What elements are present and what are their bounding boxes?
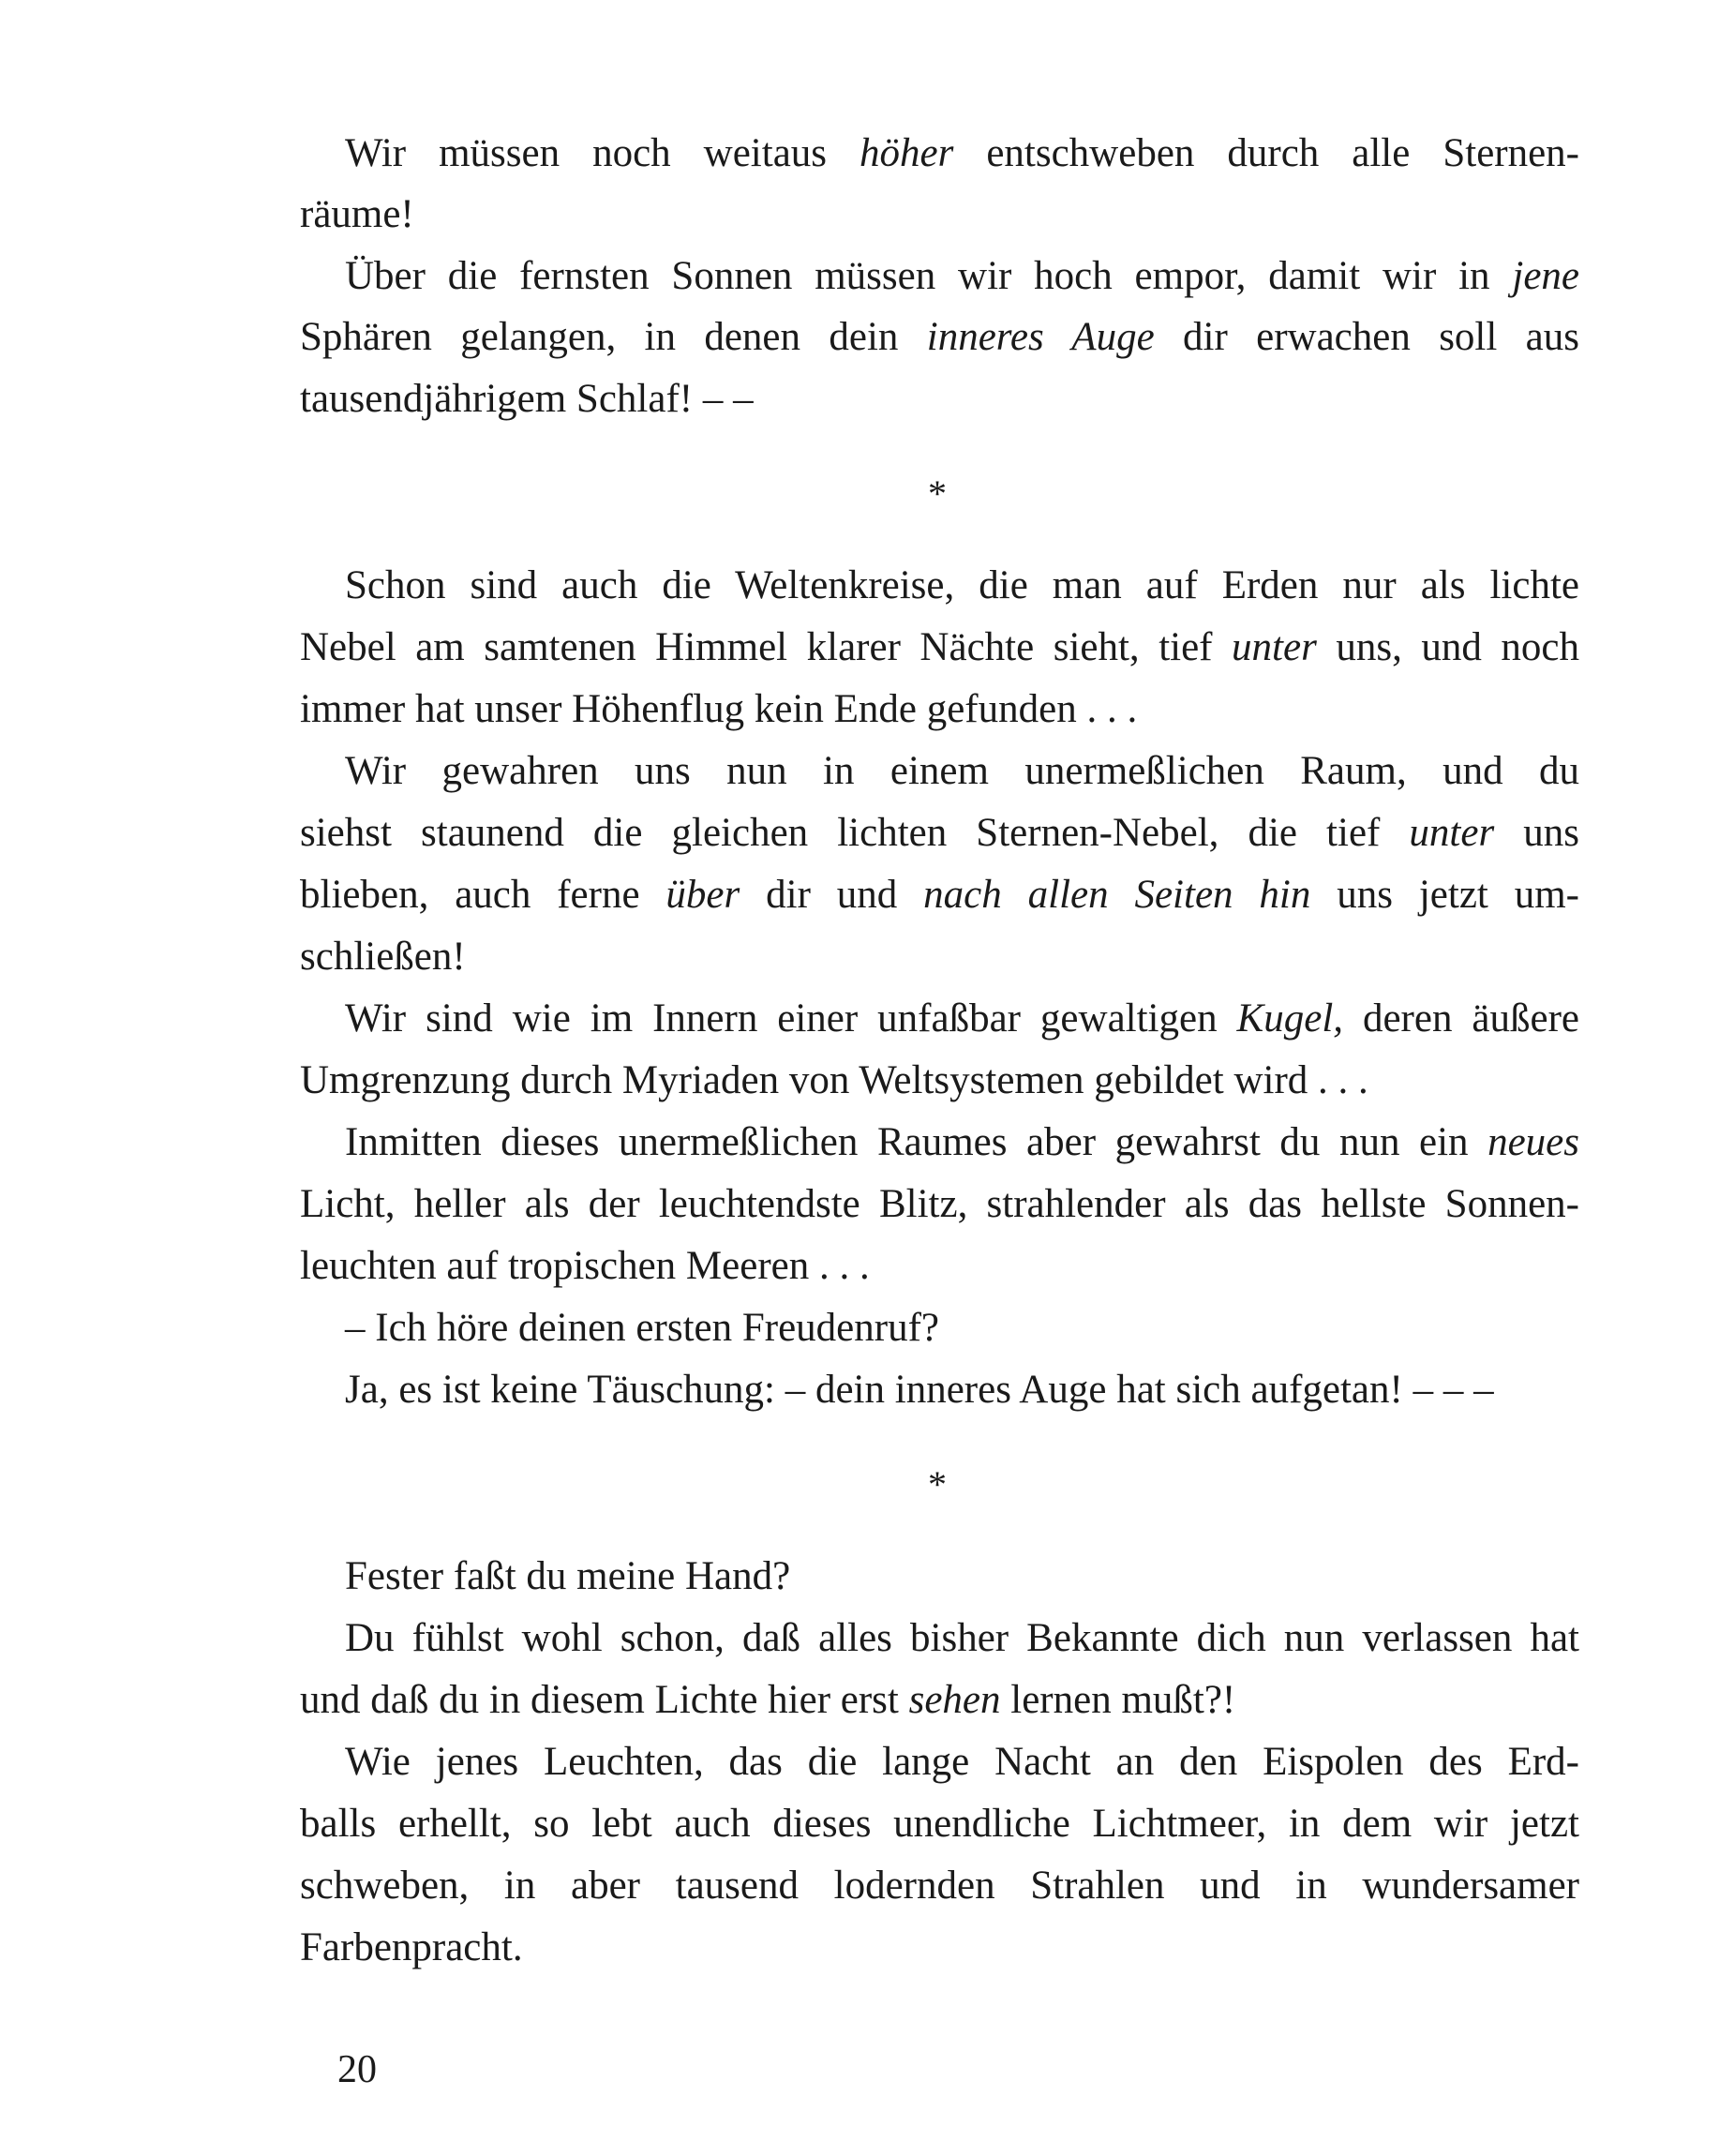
text-run: Nebel am samtenen Himmel klarer Nächte sieht, tief	[300, 625, 1233, 669]
text-run: uns jetzt um-	[1310, 873, 1579, 917]
text-run: Sphären gelangen, in denen dein	[300, 315, 927, 359]
text-line: balls erhellt, so lebt auch dieses unendliche Lichtmeer, in dem wir jetzt	[300, 1802, 1579, 1846]
text-line: Wie jenes Leuchten, das die lange Nacht an den Eispolen des Erd-	[345, 1740, 1579, 1784]
text-line	[300, 311, 1579, 364]
emphasis-text: inneres Auge	[926, 315, 1155, 359]
text-line: Umgrenzung durch Myriaden von Weltsystemen gebildet wird . . .	[300, 1058, 1368, 1102]
section-separator: *	[928, 1463, 947, 1505]
text-line: Farbenpracht.	[300, 1925, 523, 1969]
text-run: und daß du in diesem Lichte hier erst	[300, 1678, 909, 1722]
emphasis-text: unter	[1409, 811, 1495, 855]
text-run: dir und	[740, 873, 924, 917]
page-number: 20	[337, 2048, 377, 2091]
text-line: Ja, es ist keine Täuschung: – dein inneres Auge hat sich aufgetan! – – –	[345, 1368, 1494, 1412]
emphasis-text: nach allen Seiten hin	[923, 873, 1311, 917]
text-line	[345, 250, 1579, 303]
text-line	[300, 807, 1579, 860]
text-line	[345, 127, 1579, 180]
text-line	[300, 1674, 1579, 1727]
emphasis-text: höher	[860, 131, 954, 175]
text-line: Schon sind auch die Weltenkreise, die man auf Erden nur als lichte	[345, 563, 1579, 607]
text-run: lernen mußt?!	[1000, 1678, 1236, 1722]
emphasis-text: neues	[1487, 1120, 1579, 1164]
section-separator: *	[928, 472, 947, 515]
text-line: Du fühlst wohl schon, daß alles bisher Bekannte dich nun verlassen hat	[345, 1616, 1579, 1660]
text-run: deren äußere	[1343, 996, 1579, 1041]
text-run: Inmitten dieses unermeßlichen Raumes aber gewahrst du nun ein	[345, 1120, 1488, 1164]
text-run: entschweben durch alle Sternen-	[953, 131, 1579, 175]
text-run: uns	[1494, 811, 1579, 855]
text-line: schließen!	[300, 935, 466, 979]
emphasis-text: über	[665, 873, 740, 917]
text-line: Licht, heller als der leuchtendste Blitz, strahlender als das hellste Sonnen-	[300, 1182, 1579, 1226]
text-line: leuchten auf tropischen Meeren . . .	[300, 1244, 870, 1288]
text-line: Wir gewahren uns nun in einem unermeßlichen Raum, und du	[345, 749, 1579, 793]
emphasis-text: unter	[1232, 625, 1317, 669]
text-line: – Ich höre deinen ersten Freudenruf?	[345, 1306, 939, 1350]
text-line	[300, 621, 1579, 674]
text-line	[345, 1116, 1579, 1169]
text-run: dir erwachen soll aus	[1154, 315, 1579, 359]
text-line	[300, 869, 1579, 921]
emphasis-text: jene	[1512, 254, 1579, 298]
text-run: Über die fernsten Sonnen müssen wir hoch empor, damit wir in	[345, 254, 1513, 298]
text-line: Fester faßt du meine Hand?	[345, 1554, 791, 1598]
text-line: tausendjährigem Schlaf! – –	[300, 377, 754, 421]
text-run: Wir müssen noch weitaus	[345, 131, 860, 175]
text-line: schweben, in aber tausend lodernden Strahlen und in wundersamer	[300, 1864, 1579, 1908]
text-run: blieben, auch ferne	[300, 873, 666, 917]
text-run: Wir sind wie im Innern einer unfaßbar gewaltigen	[345, 996, 1237, 1041]
text-run: siehst staunend die gleichen lichten Sternen-Nebel, die tief	[300, 811, 1410, 855]
text-line: immer hat unser Höhenflug kein Ende gefunden . . .	[300, 687, 1138, 731]
emphasis-text: Kugel,	[1236, 996, 1344, 1041]
emphasis-text: sehen	[908, 1678, 1001, 1722]
text-line	[345, 993, 1579, 1045]
text-run: uns, und noch	[1316, 625, 1579, 669]
text-line: räume!	[300, 192, 414, 236]
